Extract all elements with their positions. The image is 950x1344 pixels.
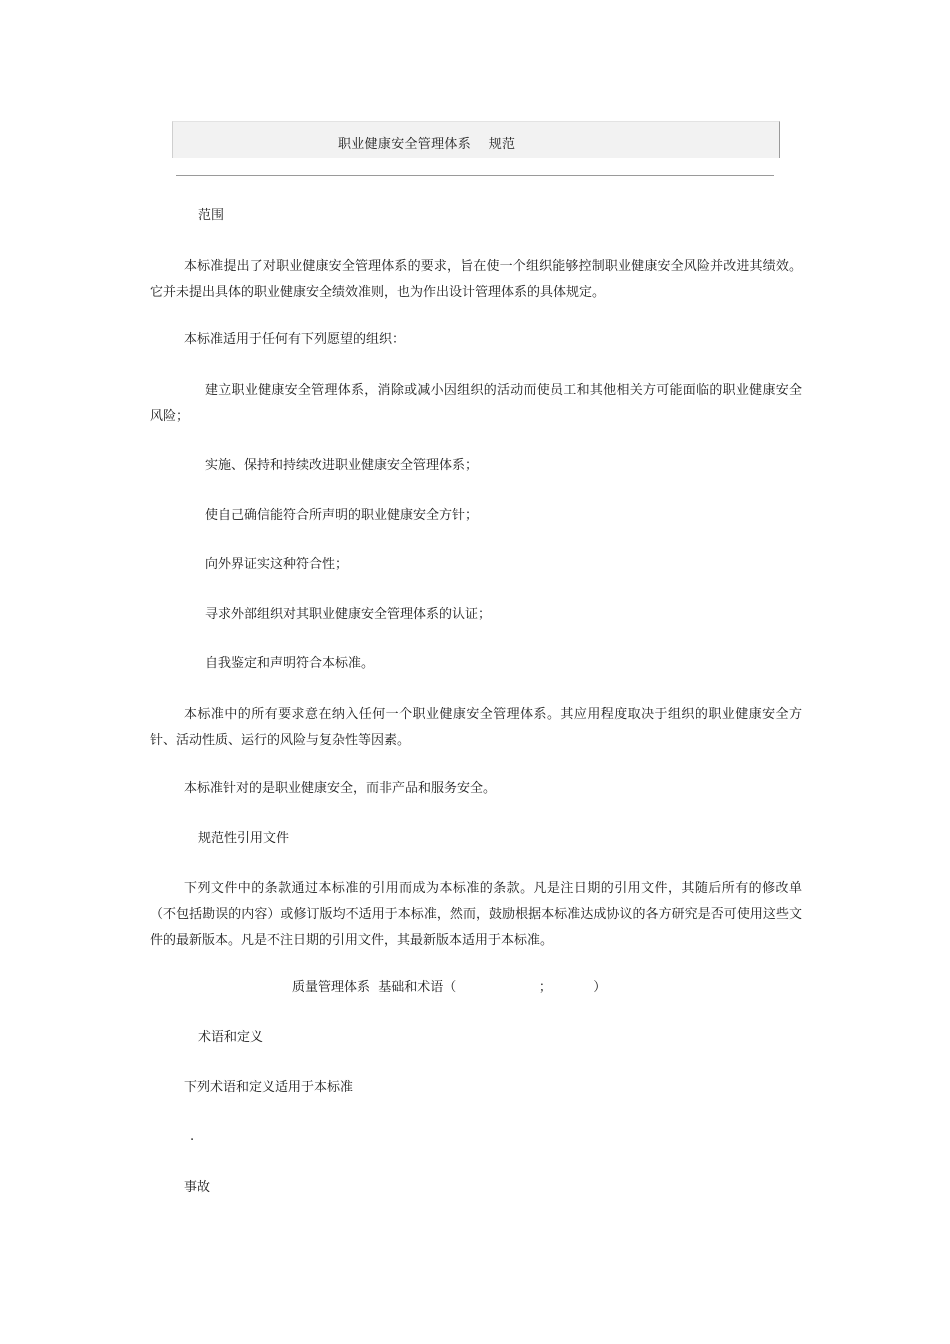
- scope-list-item-3: 使自己确信能符合所声明的职业健康安全方针；: [205, 508, 479, 523]
- scope-list-item-2: 实施、保持和持续改进职业健康安全管理体系；: [205, 458, 479, 473]
- reference-item: 质量管理体系 基础和术语（ ； ）: [292, 980, 607, 995]
- section-heading-scope: 范围: [198, 208, 225, 223]
- scope-paragraph-1: 本标准提出了对职业健康安全管理体系的要求，旨在使一个组织能够控制职业健康安全风险并改进其绩效。它并未提出具体的职业健康安全绩效准则，也为作出设计管理体系的具体规定。: [150, 259, 802, 300]
- scope-paragraph-3: 本标准中的所有要求意在纳入任何一个职业健康安全管理体系。其应用程度取决于组织的职业健康安全方针、活动性质、运行的风险与复杂性等因素。: [150, 707, 802, 748]
- scope-paragraph-2: 本标准适用于任何有下列愿望的组织：: [184, 332, 406, 347]
- scope-list-item-5: 寻求外部组织对其职业健康安全管理体系的认证；: [205, 607, 492, 622]
- references-paragraph: 下列文件中的条款通过本标准的引用而成为本标准的条款。凡是注日期的引用文件，其随后所有的修改单（不包括勘误的内容）或修订版均不适用于本标准，然而，鼓励根据本标准达成协议的各方研究是否可使用这些文件的最新版本。凡是不注日期的引用文件，其最新版本适用于本标准。: [150, 881, 802, 948]
- scope-list-item-4: 向外界证实这种符合性；: [205, 557, 349, 572]
- title-divider: [176, 175, 774, 176]
- terms-paragraph: 下列术语和定义适用于本标准: [184, 1080, 354, 1095]
- scope-list-item-1: 建立职业健康安全管理体系，消除或减小因组织的活动而使员工和其他相关方可能面临的职业健康安全风险；: [150, 383, 802, 424]
- scope-paragraph-4: 本标准针对的是职业健康安全，而非产品和服务安全。: [184, 781, 497, 796]
- terms-dot: .: [190, 1129, 195, 1144]
- scope-list-item-6: 自我鉴定和声明符合本标准。: [205, 656, 375, 671]
- section-heading-references: 规范性引用文件: [198, 831, 290, 846]
- document-title: 职业健康安全管理体系 规范: [338, 137, 516, 152]
- term-accident: 事故: [184, 1180, 211, 1195]
- section-heading-terms: 术语和定义: [198, 1030, 264, 1045]
